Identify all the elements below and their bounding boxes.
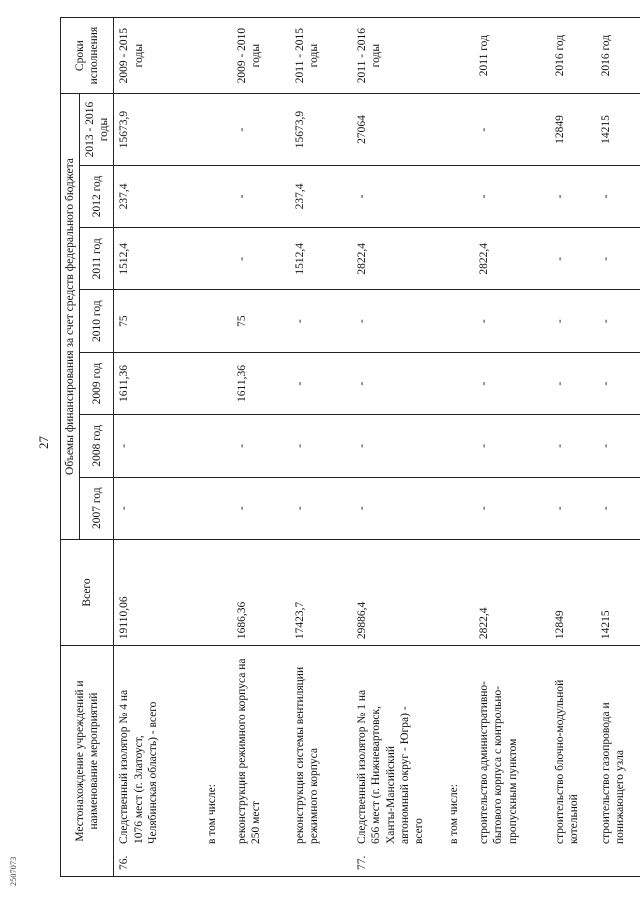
table-row	[352, 18, 444, 877]
row-2010: -	[290, 290, 352, 352]
row-total: 19110,06	[114, 539, 202, 645]
table-row	[202, 18, 232, 877]
row-2009: 1611,36	[232, 352, 290, 414]
header-term: Сроки исполнения	[61, 18, 114, 94]
row-2010	[444, 290, 474, 352]
row-2007: -	[474, 477, 550, 539]
header-total: Всего	[61, 539, 114, 645]
row-term: 2011 год	[474, 18, 550, 94]
row-2009: -	[596, 352, 640, 414]
row-name-cell	[114, 646, 202, 877]
header-year: 2011 год	[80, 228, 114, 290]
header-year: 2008 год	[80, 415, 114, 477]
funding-table	[60, 17, 640, 877]
table-row	[290, 18, 352, 877]
row-2008: -	[474, 415, 550, 477]
row-term	[444, 18, 474, 94]
row-total: 2822,4	[474, 539, 550, 645]
row-2010: 75	[114, 290, 202, 352]
row-2012	[444, 165, 474, 227]
row-2013-2016: 14215	[596, 94, 640, 166]
row-2007: -	[596, 477, 640, 539]
row-2011: -	[596, 228, 640, 290]
row-name-cell	[444, 646, 474, 877]
row-2008: -	[596, 415, 640, 477]
row-2007	[444, 477, 474, 539]
row-name-cell	[550, 646, 596, 877]
table-row	[232, 18, 290, 877]
row-2007: -	[232, 477, 290, 539]
row-2007: -	[290, 477, 352, 539]
row-2009: 1611,36	[114, 352, 202, 414]
row-2011: 1512,4	[114, 228, 202, 290]
row-2011: 2822,4	[474, 228, 550, 290]
row-name-cell	[474, 646, 550, 877]
row-2012: -	[232, 165, 290, 227]
row-total	[202, 539, 232, 645]
row-2013-2016: 12849	[550, 94, 596, 166]
row-2009: -	[550, 352, 596, 414]
row-name: строительство блочно-модульной котельной	[553, 679, 581, 844]
row-name-cell	[596, 646, 640, 877]
row-2008: -	[352, 415, 444, 477]
row-name-cell	[352, 646, 444, 877]
row-number: 77.	[355, 855, 368, 870]
row-term: 2009 - 2015 годы	[114, 18, 202, 94]
row-name: реконструкция режимного корпуса на 250 мест	[235, 658, 263, 844]
header-year: 2009 год	[80, 352, 114, 414]
row-name-cell	[290, 646, 352, 877]
row-2009: -	[290, 352, 352, 414]
row-2009: -	[474, 352, 550, 414]
row-2012	[202, 165, 232, 227]
row-2011: 2822,4	[352, 228, 444, 290]
row-2008: -	[290, 415, 352, 477]
row-2012: -	[550, 165, 596, 227]
header-name: Местонахождение учреждений и наименование мероприятий	[61, 646, 114, 877]
row-total: 29886,4	[352, 539, 444, 645]
row-total: 12849	[550, 539, 596, 645]
row-term: 2011 - 2015 годы	[290, 18, 352, 94]
header-year: 2012 год	[80, 165, 114, 227]
row-name: в том числе:	[205, 784, 218, 844]
header-year: 2010 год	[80, 290, 114, 352]
table-row	[114, 18, 202, 877]
row-total: 17423,7	[290, 539, 352, 645]
row-name: Следственный изолятор № 4 на 1076 мест (г. Златоуст, Челябинская область) - всего	[118, 689, 160, 844]
row-total: 1686,36	[232, 539, 290, 645]
row-2007	[202, 477, 232, 539]
row-2013-2016: 15673,9	[114, 94, 202, 166]
row-name-cell	[202, 646, 232, 877]
row-name: строительство административно-бытового корпуса с контрольно-пропускным пунктом	[477, 680, 519, 844]
row-name: реконструкция системы вентиляции режимного корпуса	[293, 666, 321, 844]
row-2010: 75	[232, 290, 290, 352]
row-2012: -	[352, 165, 444, 227]
row-2008: -	[550, 415, 596, 477]
row-term: 2009 - 2010 годы	[232, 18, 290, 94]
row-2009	[444, 352, 474, 414]
row-term	[202, 18, 232, 94]
row-2007: -	[114, 477, 202, 539]
row-name-cell	[232, 646, 290, 877]
row-2012: -	[596, 165, 640, 227]
table-row	[550, 18, 596, 877]
header-year: 2013 - 2016 годы	[80, 94, 114, 166]
row-2011	[444, 228, 474, 290]
row-2008	[202, 415, 232, 477]
header-year: 2007 год	[80, 477, 114, 539]
row-2013-2016: -	[232, 94, 290, 166]
table-row	[596, 18, 640, 877]
row-2010: -	[550, 290, 596, 352]
row-2011: 1512,4	[290, 228, 352, 290]
row-name: Следственный изолятор № 1 на 656 мест (г. Нижневартовск, Ханты-Мансийский автономный округ - Югра) - всего	[355, 689, 426, 844]
row-term: 2016 год	[550, 18, 596, 94]
header-funding-group: Объемы финансирования за счет средств федерального бюджета	[61, 94, 80, 540]
row-2013-2016	[202, 94, 232, 166]
table-row	[444, 18, 474, 877]
row-2013-2016: 27064	[352, 94, 444, 166]
row-2012: 237,4	[290, 165, 352, 227]
document-id: 2507073	[9, 856, 18, 886]
row-2009	[202, 352, 232, 414]
row-2011	[202, 228, 232, 290]
table-row	[474, 18, 550, 877]
row-2007: -	[352, 477, 444, 539]
row-name: строительство газопровода и понижающего узла	[599, 702, 627, 844]
row-2013-2016	[444, 94, 474, 166]
row-total: 14215	[596, 539, 640, 645]
row-number: 76.	[118, 855, 131, 870]
row-2012: 237,4	[114, 165, 202, 227]
row-total	[444, 539, 474, 645]
row-2008	[444, 415, 474, 477]
row-2010	[202, 290, 232, 352]
row-term: 2016 год	[596, 18, 640, 94]
page-number: 27	[36, 436, 51, 449]
row-2008: -	[232, 415, 290, 477]
row-2013-2016: -	[474, 94, 550, 166]
row-2007: -	[550, 477, 596, 539]
row-2008: -	[114, 415, 202, 477]
rotated-table-container	[60, 17, 627, 877]
row-2011: -	[232, 228, 290, 290]
row-2009: -	[352, 352, 444, 414]
row-2010: -	[352, 290, 444, 352]
row-2010: -	[596, 290, 640, 352]
row-term: 2011 - 2016 годы	[352, 18, 444, 94]
row-name: в том числе:	[447, 784, 460, 844]
row-2010: -	[474, 290, 550, 352]
row-2013-2016: 15673,9	[290, 94, 352, 166]
row-2011: -	[550, 228, 596, 290]
row-2012: -	[474, 165, 550, 227]
